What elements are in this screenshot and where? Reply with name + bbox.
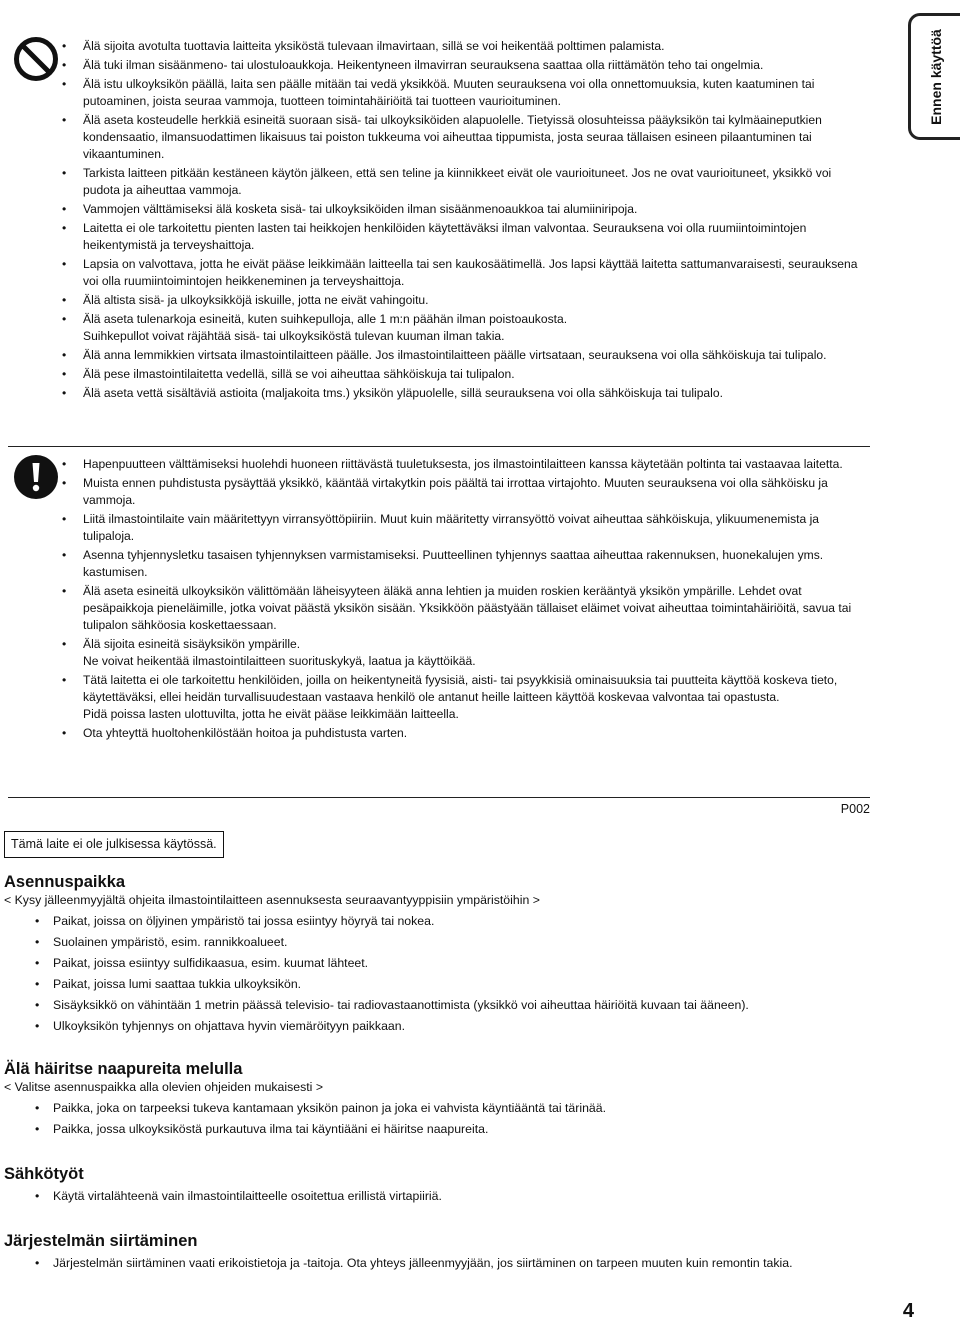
list-item: • Lapsia on valvottava, jotta he eivät pääse leikkimään laitteella tai sen kaukosäätimellä. Jos lapsi käyttää laitetta sattumanvaraisesti, seurauksena voi olla ruumiintoimintojen heikkeneminen ja terveyshaittoja. [62,256,870,290]
section-list [4,913,884,1035]
list-item: • Älä aseta tulenarkoja esineitä, kuten suihkepulloja, alle 1 m:n päähän ilman poistoaukosta. Suihkepullot voivat räjähtää sisä- tai ulkoyksiköstä tulevan kuuman ilman takia. [62,311,870,345]
section-noise [4,1059,884,1142]
notice-box: Tämä laite ei ole julkisessa käytössä. [4,831,224,858]
list-item: • Paikat, joissa on öljyinen ympäristö tai jossa esiintyy höyryä tai nokea. [4,913,884,930]
caution-list [62,456,870,744]
list-item: • Tarkista laitteen pitkään kestäneen käytön jälkeen, että sen teline ja kiinnikkeet eivät ole vaurioituneet. Jos ne ovat vaurioituneet, yksikkö voi pudota ja aiheuttaa vammoja. [62,165,870,199]
section-electrical [4,1164,884,1209]
list-item: • Älä aseta vettä sisältäviä astioita (maljakoita tms.) yksikön yläpuolelle, sillä seurauksena voi olla sähköiskuja tai tulipalo. [62,385,870,402]
list-item: • Älä anna lemmikkien virtsata ilmastointilaitteen päälle. Jos ilmastointilaitteen päälle virtsataan, seurauksena voi olla sähköiskuja tai tulipalo. [62,347,870,364]
prohibition-icon [13,36,59,82]
list-item: • Paikat, joissa lumi saattaa tukkia ulkoyksikön. [4,976,884,993]
section-title: Sähkötyöt [4,1165,84,1183]
section-divider [8,797,870,798]
section-divider [8,446,870,447]
list-item: • Sisäyksikkö on vähintään 1 metrin päässä televisio- tai radiovastaanottimista (yksikkö voi aiheuttaa häiriöitä kuvaan tai ääneen). [4,997,884,1014]
section-relocation [4,1231,884,1276]
document-code: P002 [840,802,870,816]
page-number: 4 [902,1300,914,1322]
list-item: • Paikka, jossa ulkoyksiköstä purkautuva ilma tai käyntiääni ei häiritse naapureita. [4,1121,884,1138]
list-item: • Käytä virtalähteenä vain ilmastointilaitteelle osoitettua erillistä virtapiiriä. [4,1188,884,1205]
list-item: • Älä aseta kosteudelle herkkiä esineitä suoraan sisä- tai ulkoyksiköiden alapuolelle. Tietyissä olosuhteissa pääyksikön tai kylmäaineputkien kondensaatio, ilmansuodattimen likaisuus tai poiston tukkeuma voi aiheuttaa tippumista, josta seuraa tällaisen esineen pilaantuminen tai vikaantuminen. [62,112,870,163]
list-item: • Liitä ilmastointilaite vain määritettyyn virransyöttöpiiriin. Muut kuin määritetty virransyöttö voivat aiheuttaa sähköiskuja, ylikuumenemista ja tulipaloja. [62,511,870,545]
list-item: • Älä altista sisä- ja ulkoyksikköjä iskuille, jotta ne eivät vahingoitu. [62,292,870,309]
list-item: • Muista ennen puhdistusta pysäyttää yksikkö, kääntää virtakytkin pois päältä tai irrottaa virtajohto. Muuten seurauksena voi olla sähköisku ja vammoja. [62,475,870,509]
section-subtitle: < Valitse asennuspaikka alla olevien ohjeiden mukaisesti > [4,1080,324,1094]
list-item: • Älä aseta esineitä ulkoyksikön välittömään läheisyyteen äläkä anna lehtien ja muiden roskien kerääntyä yksikön ympärille. Lehdet ovat pesäpaikkoja pieneläimille, jotka voivat päästä yksikön sisään. Yksikköön päästyään tällaiset eläimet voivat aiheuttaa toimintahäiriöitä, savua tai tulipalon sähköosia koskettaessaan. [62,583,870,634]
warning-list [62,38,870,404]
section-list [4,1100,884,1138]
list-item: • Laitetta ei ole tarkoitettu pienten lasten tai heikkojen henkilöiden käytettäväksi ilman valvontaa. Seurauksena voi olla ruumiintoimintojen heikentymistä ja terveyshaittoja. [62,220,870,254]
section-title: Järjestelmän siirtäminen [4,1232,198,1250]
section-list [4,1188,884,1205]
side-tab [908,13,960,140]
list-item: • Älä pese ilmastointilaitetta vedellä, sillä se voi aiheuttaa sähköiskuja tai tulipalon. [62,366,870,383]
section-installation [4,872,884,1039]
list-item: • Tätä laitetta ei ole tarkoitettu henkilöiden, joilla on heikentyneitä fyysisiä, aisti- tai psyykkisiä ominaisuuksia tai puutteita käyttöä koskeva tieto, käytettäväksi, ellei heidän turvallisuudestaan vastaava henkilö ole antanut heille laitteen käyttöä koskevaa valvontaa tai opastusta. Pidä poissa lasten ulottuvilta, jotta he eivät pääse leikkimään laitteella. [62,672,870,723]
section-title: Asennuspaikka [4,873,126,891]
list-item: • Hapenpuutteen välttämiseksi huolehdi huoneen riittävästä tuuletuksesta, jos ilmastointilaitteen kanssa käytetään poltinta tai vastaavaa laitetta. [62,456,870,473]
list-item: • Suolainen ympäristö, esim. rannikkoalueet. [4,934,884,951]
exclamation-icon [13,454,59,500]
list-item: • Älä sijoita avotulta tuottavia laitteita yksiköstä tulevaan ilmavirtaan, sillä se voi heikentää polttimen palamista. [62,38,870,55]
list-item: • Paikat, joissa esiintyy sulfidikaasua, esim. kuumat lähteet. [4,955,884,972]
list-item: • Vammojen välttämiseksi älä kosketa sisä- tai ulkoyksiköiden ilman sisäänmenoaukkoa tai alumiiniripoja. [62,201,870,218]
list-item: • Ota yhteyttä huoltohenkilöstään hoitoa ja puhdistusta varten. [62,725,870,742]
section-title: Älä häiritse naapureita melulla [4,1060,243,1078]
section-list [4,1255,884,1272]
list-item: • Älä tuki ilman sisäänmeno- tai ulostuloaukkoja. Heikentyneen ilmavirran seurauksena saattaa olla riittämätön teho tai ongelmia. [62,57,870,74]
list-item: • Järjestelmän siirtäminen vaati erikoistietoja ja -taitoja. Ota yhteys jälleenmyyjään, jos siirtäminen on tarpeen muuten kuin remontin takia. [4,1255,884,1272]
section-subtitle: < Kysy jälleenmyyjältä ohjeita ilmastointilaitteen asennuksesta seuraavantyyppisiin ympäristöihin > [4,893,540,907]
list-item: • Ulkoyksikön tyhjennys on ohjattava hyvin viemäröityyn paikkaan. [4,1018,884,1035]
list-item: • Älä sijoita esineitä sisäyksikön ympärille. Ne voivat heikentää ilmastointilaitteen suorituskykyä, laatua ja käyttöikää. [62,636,870,670]
list-item: • Älä istu ulkoyksikön päällä, laita sen päälle mitään tai vedä yksikköä. Muuten seurauksena voi olla onnettomuuksia, kuten kaatuminen tai putoaminen, joista seuraa vammoja, tuotteen toimintahäiriöitä tai tuotteen vaurioituminen. [62,76,870,110]
list-item: • Asenna tyhjennysletku tasaisen tyhjennyksen varmistamiseksi. Puutteellinen tyhjennys saattaa aiheuttaa rakennuksen, huonekalujen yms. kastumisen. [62,547,870,581]
list-item: • Paikka, joka on tarpeeksi tukeva kantamaan yksikön painon ja joka ei vahvista käyntiääntä tai tärinää. [4,1100,884,1117]
side-tab-label: Ennen käyttöä [927,28,944,125]
